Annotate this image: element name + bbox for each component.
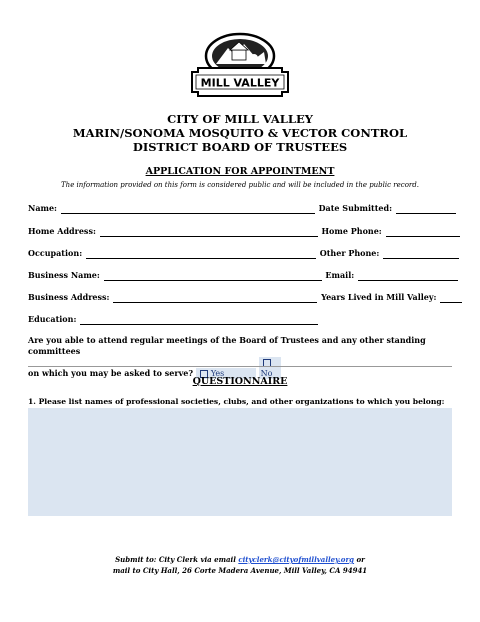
attendance-question-line1: Are you able to attend regular meetings of the Board of Trustees and any other standing committees	[28, 335, 426, 356]
attendance-question	[28, 335, 458, 379]
occupation-field[interactable]	[86, 249, 316, 259]
public-record-notice: The information provided on this form is considered public and will be included in the public record.	[61, 181, 419, 189]
other-phone-label: Other Phone:	[319, 248, 380, 258]
header-board: DISTRICT BOARD OF TRUSTEES	[132, 140, 348, 154]
header-city: CITY OF MILL VALLEY	[167, 112, 313, 126]
name-field[interactable]	[61, 204, 315, 214]
name-label: Name:	[28, 203, 58, 213]
home-phone-label: Home Phone:	[321, 226, 382, 236]
city-clerk-email-link[interactable]: cityclerk@cityofmillvalley.org	[238, 555, 355, 564]
row-home	[28, 226, 461, 237]
date-submitted-field[interactable]	[396, 204, 456, 214]
home-address-field[interactable]	[100, 227, 318, 237]
row-business	[28, 270, 459, 281]
city-logo	[186, 28, 294, 98]
yes-label: Yes	[210, 369, 225, 378]
email-field[interactable]	[358, 271, 458, 281]
home-phone-field[interactable]	[386, 227, 460, 237]
row-name	[28, 203, 457, 214]
questionnaire-heading-text: QUESTIONNAIRE	[192, 376, 288, 387]
row-occupation	[28, 248, 460, 259]
logo-text: MILL VALLEY	[200, 76, 280, 90]
section-divider	[28, 366, 452, 367]
footer-line2: mail to City Hall, 26 Corte Madera Avenue, Mill Valley, CA 94941	[112, 566, 368, 575]
education-field[interactable]	[80, 315, 318, 325]
no-label: No	[260, 369, 273, 378]
mill-valley-seal-icon	[186, 28, 294, 98]
submission-instructions	[0, 554, 480, 576]
education-label: Education:	[28, 314, 77, 324]
question-1: 1. Please list names of professional societies, clubs, and other organizations to which you belong:	[28, 397, 445, 406]
organizations-textarea[interactable]	[28, 408, 452, 516]
occupation-label: Occupation:	[28, 248, 83, 258]
business-name-label: Business Name:	[28, 270, 100, 280]
row-business-address	[28, 292, 463, 303]
row-education	[28, 314, 319, 325]
business-address-field[interactable]	[113, 293, 317, 303]
footer-suffix: or	[354, 555, 365, 564]
years-lived-label: Years Lived in Mill Valley:	[321, 292, 437, 302]
email-label: Email:	[325, 270, 355, 280]
footer-line1	[0, 554, 480, 565]
business-name-field[interactable]	[104, 271, 322, 281]
footer-prefix: Submit to: City Clerk via email	[115, 555, 239, 564]
attendance-question-line2: on which you may be asked to serve?	[28, 368, 194, 378]
years-lived-field[interactable]	[440, 293, 462, 303]
other-phone-field[interactable]	[383, 249, 459, 259]
home-address-label: Home Address:	[28, 226, 96, 236]
business-address-label: Business Address:	[28, 292, 110, 302]
questionnaire-heading	[0, 376, 480, 387]
form-title: APPLICATION FOR APPOINTMENT	[145, 166, 335, 177]
header-agency: MARIN/SONOMA MOSQUITO & VECTOR CONTROL	[72, 126, 408, 140]
date-submitted-label: Date Submitted:	[318, 203, 393, 213]
